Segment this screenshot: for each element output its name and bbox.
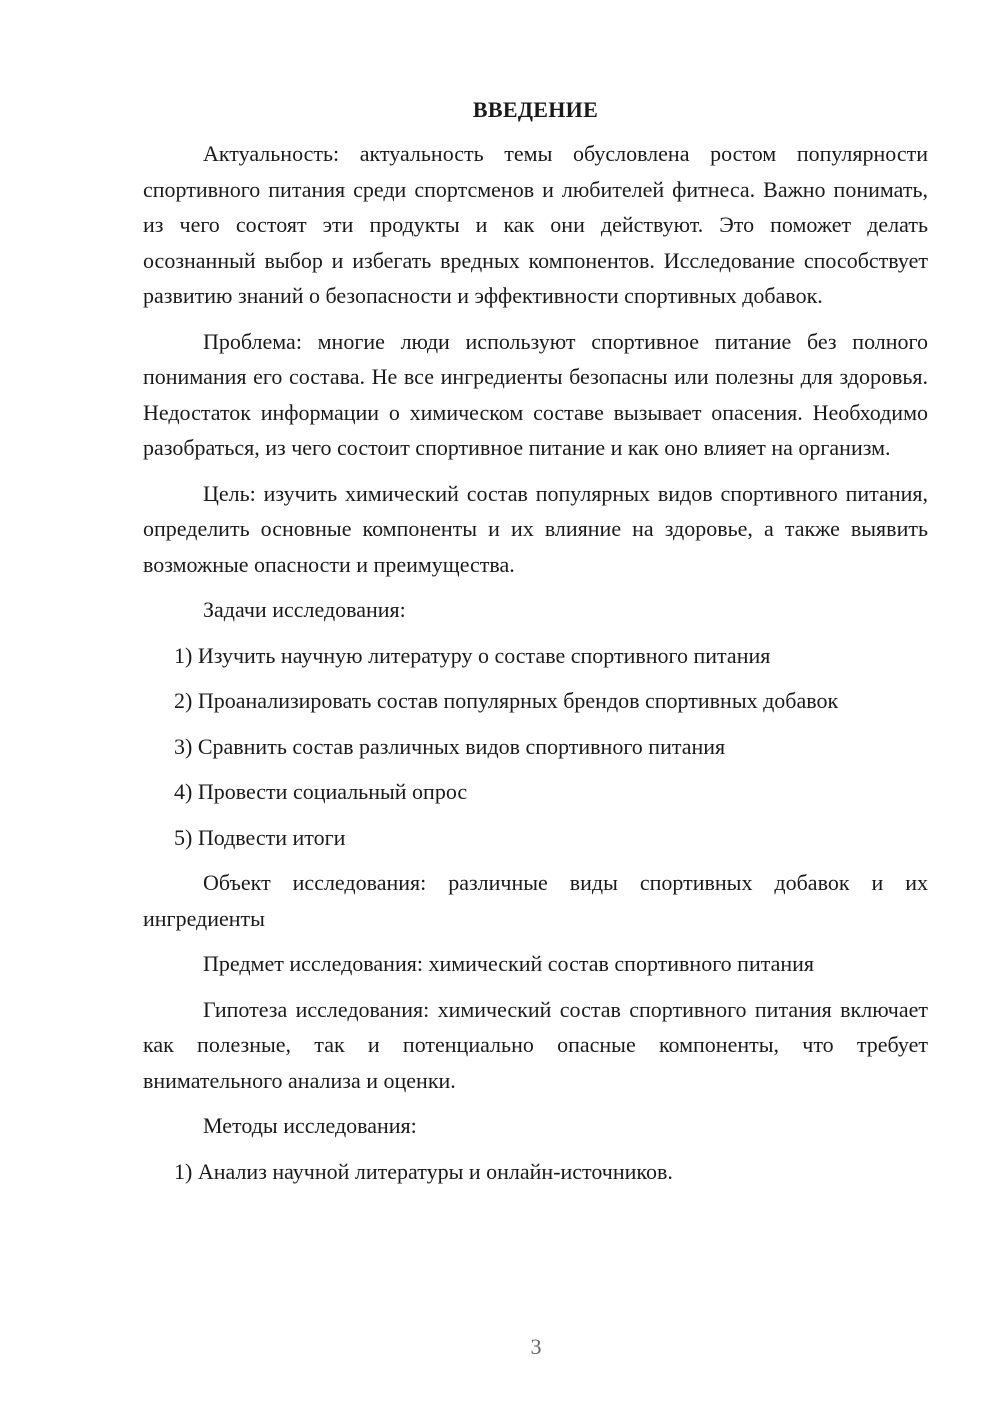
problem-paragraph: Проблема: многие люди используют спортивное питание без полного понимания его состава. Не все ингредиенты безопасны или полезны для здоровья. Недостаток информации о химическом составе вызывает опасения. Необходимо разобраться, из чего состоит спортивное питание и как оно влияет на организм. xyxy=(143,328,928,460)
task-item: 4) Провести социальный опрос xyxy=(174,779,468,804)
section-title: ВВЕДЕНИЕ xyxy=(472,97,599,122)
task-item: 2) Проанализировать состав популярных брендов спортивных добавок xyxy=(174,688,839,713)
document-page xyxy=(143,95,928,1199)
page-number: 3 xyxy=(530,1334,542,1359)
tasks-heading: Задачи исследования: xyxy=(203,597,406,622)
task-item: 3) Сравнить состав различных видов спортивного питания xyxy=(174,733,726,759)
goal-paragraph: Цель: изучить химический состав популярных видов спортивного питания, определить основные компоненты и их влияние на здоровье, а также выявить возможные опасности и преимущества. xyxy=(143,480,928,577)
subject-paragraph: Предмет исследования: химический состав спортивного питания xyxy=(203,951,815,976)
object-paragraph: Объект исследования: различные виды спортивных добавок и их ингредиенты xyxy=(143,870,928,931)
hypothesis-paragraph: Гипотеза исследования: химический состав спортивного питания включает как полезные, так и потенциально опасные компоненты, что требует внимательного анализа и оценки. xyxy=(143,996,928,1093)
method-item: 1) Анализ научной литературы и онлайн-источников. xyxy=(174,1158,673,1184)
task-item: 1) Изучить научную литературу о составе спортивного питания xyxy=(174,642,771,668)
relevance-paragraph: Актуальность: актуальность темы обусловлена ростом популярности спортивного питания среди спортсменов и любителей фитнеса. Важно понимать, из чего состоят эти продукты и как они действуют. Это поможет делать осознанный выбор и избегать вредных компонентов. Исследование способствует развитию знаний о безопасности и эффективности спортивных добавок. xyxy=(143,141,928,308)
task-item: 5) Подвести итоги xyxy=(174,824,346,850)
methods-heading: Методы исследования: xyxy=(203,1113,417,1138)
